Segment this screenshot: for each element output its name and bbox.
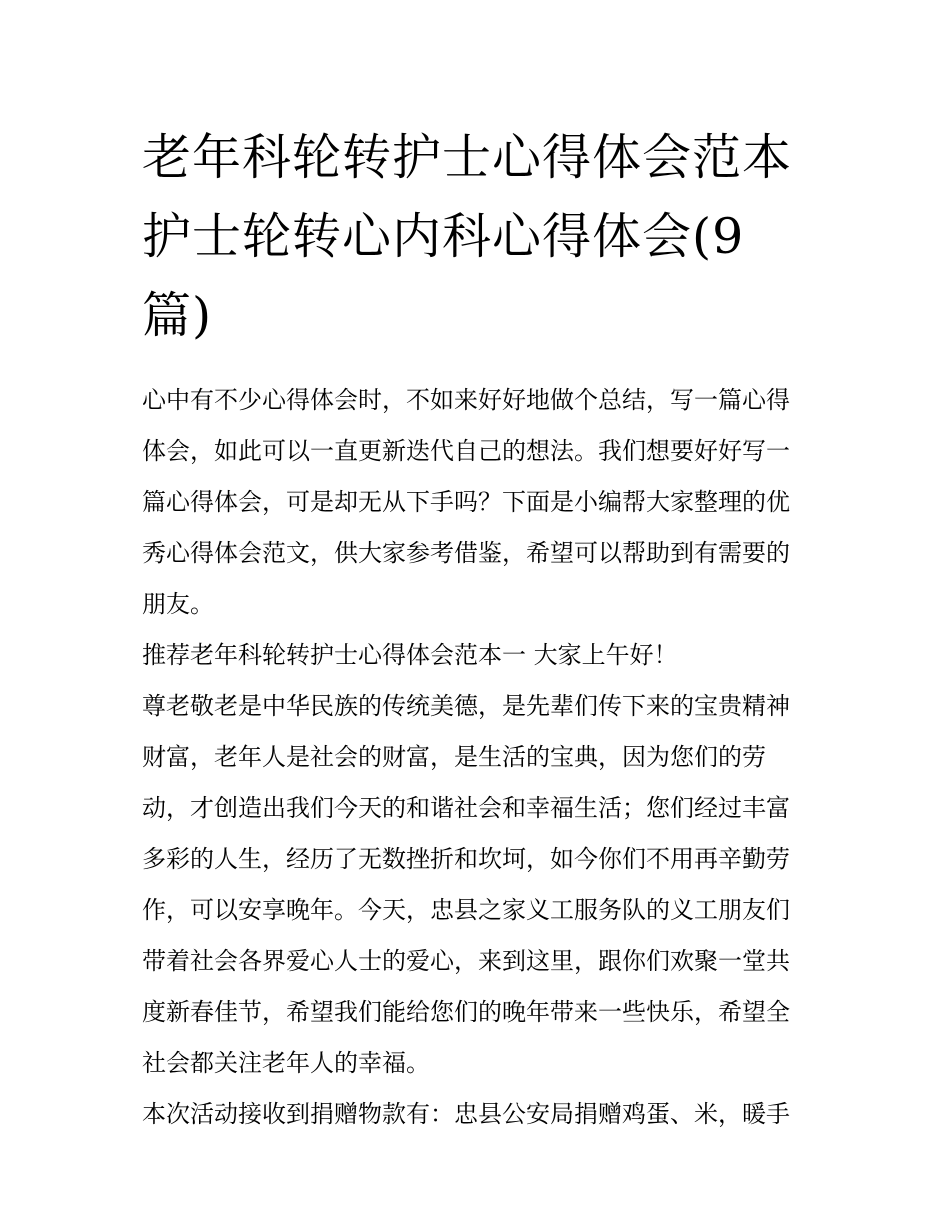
text-line: 尊老敬老是中华民族的传统美德，是先辈们传下来的宝贵精神	[142, 692, 790, 720]
text-line: 篇心得体会，可是却无从下手吗？下面是小编帮大家整理的优	[142, 488, 790, 516]
text-line: 推荐老年科轮转护士心得体会范本一 大家上午好！	[142, 641, 678, 669]
text-line: 心中有不少心得体会时，不如来好好地做个总结，写一篇心得	[142, 386, 790, 414]
text-line: 多彩的人生，经历了无数挫折和坎坷，如今你们不用再辛勤劳	[142, 845, 790, 873]
title-line: 护士轮转心内科心得体会(9	[142, 208, 745, 265]
text-line: 体会，如此可以一直更新迭代自己的想法。我们想要好好写一	[142, 437, 790, 465]
text-line: 社会都关注老年人的幸福。	[142, 1049, 430, 1077]
title-line: 篇)	[142, 287, 213, 344]
text-line: 带着社会各界爱心人士的爱心，来到这里，跟你们欢聚一堂共	[142, 947, 790, 975]
text-line: 财富，老年人是社会的财富，是生活的宝典，因为您们的劳	[142, 743, 766, 771]
body-paragraph	[142, 1089, 814, 1140]
text-line: 朋友。	[142, 590, 214, 618]
document-body	[142, 375, 814, 1140]
section-heading-paragraph	[142, 630, 814, 681]
text-line: 度新春佳节，希望我们能给您们的晚年带来一些快乐，希望全	[142, 998, 790, 1026]
intro-paragraph	[142, 375, 814, 630]
text-line: 动，才创造出我们今天的和谐社会和幸福生活；您们经过丰富	[142, 794, 790, 822]
text-line: 本次活动接收到捐赠物款有：忠县公安局捐赠鸡蛋、米，暖手	[142, 1100, 790, 1128]
body-paragraph	[142, 681, 814, 1089]
text-line: 作，可以安享晚年。今天，忠县之家义工服务队的义工朋友们	[142, 896, 790, 924]
document-title	[142, 118, 814, 355]
document-content	[142, 118, 814, 1140]
text-line: 秀心得体会范文，供大家参考借鉴，希望可以帮助到有需要的	[142, 539, 790, 567]
title-line: 老年科轮转护士心得体会范本	[142, 129, 793, 186]
